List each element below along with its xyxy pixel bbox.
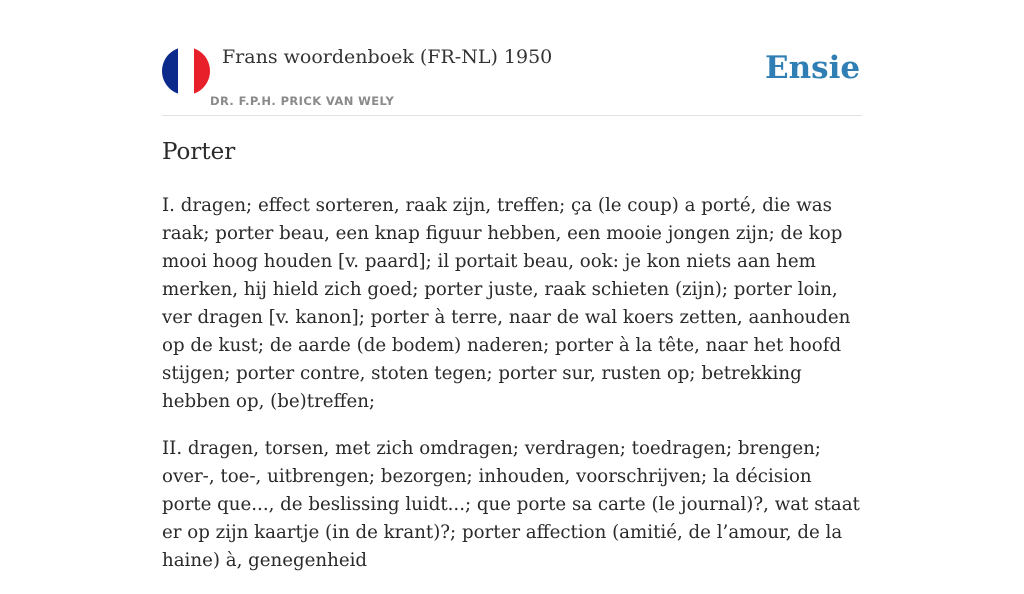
- dictionary-author: DR. F.P.H. PRICK VAN WELY: [210, 94, 395, 108]
- definition-body: [162, 192, 862, 594]
- dictionary-title[interactable]: Frans woordenboek (FR-NL) 1950: [222, 46, 553, 68]
- header-divider: [162, 115, 862, 116]
- headword: Porter: [162, 139, 236, 165]
- brand-logo-link[interactable]: Ensie: [765, 50, 861, 86]
- france-flag-icon: [162, 47, 210, 95]
- flag-stripe-white: [178, 47, 194, 95]
- sense-paragraph-1: I. dragen; effect sorteren, raak zijn, treffen; ça (le coup) a porté, die was raak; porter beau, een knap figuur hebben, een mooie jongen zijn; de kop mooi hoog houden [v. paard]; il portait beau, ook: je kon niets aan hem merken, hij hield zich goed; porter juste, raak schieten (zijn); porter loin, ver dragen [v. kanon]; porter à terre, naar de wal koers zetten, aanhouden op de kust; de aarde (de bodem) naderen; porter à la tête, naar het hoofd stijgen; porter contre, stoten tegen; porter sur, rusten op; betrekking hebben op, (be)treffen;: [162, 195, 851, 412]
- flag-stripe-blue: [162, 47, 178, 95]
- flag-stripe-red: [194, 47, 210, 95]
- sense-paragraph-2: II. dragen, torsen, met zich omdragen; verdragen; toedragen; brengen; over-, toe-, uitbrengen; bezorgen; inhouden, voorschrijven; la décision porte que..., de beslissing luidt...; que porte sa carte (le journal)?, wat staat er op zijn kaartje (in de krant)?; porter affection (amitié, de l’amour, de la haine) à, genegenheid: [162, 438, 860, 571]
